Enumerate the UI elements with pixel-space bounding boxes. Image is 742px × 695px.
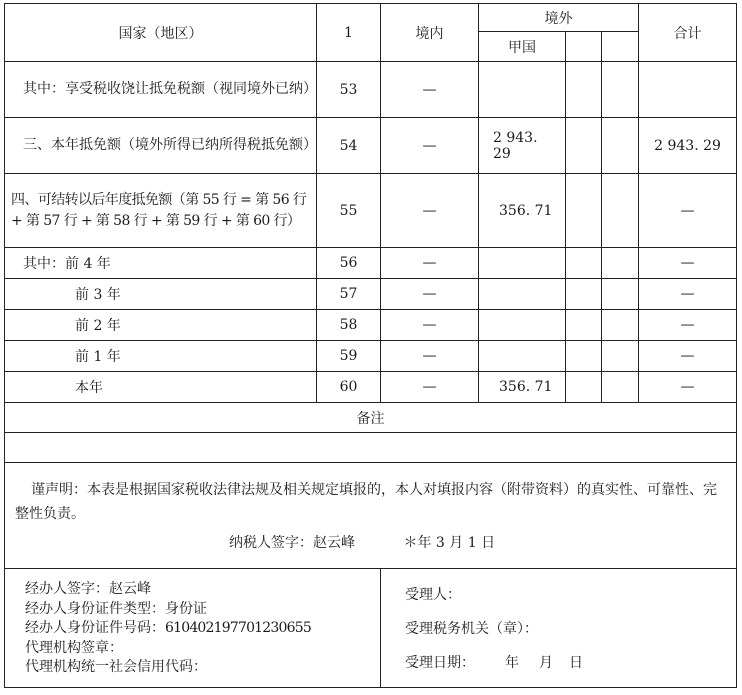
- row-line-number: 59: [317, 341, 381, 372]
- row-blank-cell: [566, 62, 602, 118]
- row-domestic: —: [381, 248, 479, 279]
- declaration-section: [5, 463, 737, 569]
- agent-id-number-value: 610402197701230655: [165, 620, 311, 637]
- row-line-number: 55: [317, 174, 381, 248]
- row-country-a: [479, 248, 566, 279]
- row-line-number: 54: [317, 118, 381, 174]
- row-line-number: 56: [317, 248, 381, 279]
- table-row: [5, 372, 737, 403]
- agent-id-type-label: 经办人身份证件类型：: [25, 600, 165, 617]
- header-overseas: 境外: [479, 4, 639, 32]
- row-blank-cell: [602, 118, 639, 174]
- row-blank-cell: [602, 248, 639, 279]
- row-domestic: —: [381, 341, 479, 372]
- row-label: 前 1 年: [5, 341, 317, 372]
- tax-authority-seal: 受理税务机关（章）：: [405, 621, 538, 637]
- row-domestic: —: [381, 279, 479, 310]
- tax-credit-form-table: [4, 3, 737, 688]
- row-blank-cell: [566, 372, 602, 403]
- row-blank-cell: [566, 310, 602, 341]
- row-blank-cell: [566, 174, 602, 248]
- declaration-text: 谨声明：本表是根据国家税收法律法规及相关规定填报的，本人对填报内容（附带资料）的真实性、可靠性、完整性负责。: [15, 481, 717, 522]
- row-total: —: [639, 174, 737, 248]
- row-country-a: [479, 62, 566, 118]
- remarks-header: 备注: [5, 403, 737, 433]
- agent-section: [5, 569, 381, 688]
- agent-id-type-value: 身份证: [165, 600, 207, 617]
- acceptance-section: [381, 569, 737, 688]
- row-domestic: —: [381, 62, 479, 118]
- row-blank-cell: [602, 372, 639, 403]
- row-blank-cell: [602, 279, 639, 310]
- taxpayer-signature-line: [15, 532, 726, 554]
- agent-id-type: [25, 600, 370, 620]
- table-row: [5, 310, 737, 341]
- row-blank-cell: [602, 174, 639, 248]
- row-country-a: 2 943. 29: [479, 118, 566, 174]
- row-label: 其中：前 4 年: [5, 248, 317, 279]
- row-label: 前 2 年: [5, 310, 317, 341]
- row-domestic: —: [381, 372, 479, 403]
- row-blank-cell: [602, 310, 639, 341]
- row-country-a: [479, 279, 566, 310]
- table-row: [5, 174, 737, 248]
- agency-credit-code: 代理机构统一社会信用代码：: [25, 659, 207, 676]
- acceptance-date-label: 受理日期：: [405, 655, 475, 671]
- row-blank-cell: [602, 62, 639, 118]
- table-row: [5, 248, 737, 279]
- row-domestic: —: [381, 174, 479, 248]
- agency-seal: 代理机构签章：: [25, 639, 123, 656]
- header-country-a: 甲国: [479, 32, 566, 62]
- acceptor: 受理人：: [405, 587, 461, 603]
- row-label: 前 3 年: [5, 279, 317, 310]
- row-line-number: 60: [317, 372, 381, 403]
- row-line-number: 58: [317, 310, 381, 341]
- row-label: 三、本年抵免额（境外所得已纳所得税抵免额）: [5, 118, 317, 174]
- remarks-content: [5, 433, 737, 463]
- row-blank-cell: [602, 341, 639, 372]
- row-total: [639, 62, 737, 118]
- row-total: —: [639, 279, 737, 310]
- header-blank-country-c: [602, 32, 639, 62]
- header-country-region: 国家（地区）: [5, 4, 317, 62]
- row-line-number: 57: [317, 279, 381, 310]
- table-row: [5, 62, 737, 118]
- row-country-a: [479, 310, 566, 341]
- row-country-a: 356. 71: [479, 174, 566, 248]
- acceptance-day: 日: [569, 655, 583, 671]
- acceptance-month: 月: [539, 655, 553, 671]
- agent-signature-value: 赵云峰: [109, 581, 151, 598]
- table-row: [5, 279, 737, 310]
- header-total: 合计: [639, 4, 737, 62]
- acceptance-date: [405, 652, 726, 674]
- acceptance-year: 年: [505, 655, 519, 671]
- row-total: —: [639, 310, 737, 341]
- agent-id-number-label: 经办人身份证件号码：: [25, 620, 165, 637]
- row-country-a: 356. 71: [479, 372, 566, 403]
- table-row: [5, 118, 737, 174]
- row-blank-cell: [566, 248, 602, 279]
- row-blank-cell: [566, 279, 602, 310]
- row-label: 四、可结转以后年度抵免额（第 55 行 = 第 56 行 + 第 57 行 + 第 58 行 + 第 59 行 + 第 60 行）: [5, 174, 317, 248]
- agent-signature-label: 经办人签字：: [25, 581, 109, 598]
- header-blank-country-b: [566, 32, 602, 62]
- header-col-number: 1: [317, 4, 381, 62]
- row-line-number: 53: [317, 62, 381, 118]
- row-domestic: —: [381, 310, 479, 341]
- row-domestic: —: [381, 118, 479, 174]
- taxpayer-signature-label: 纳税人签字：: [229, 534, 313, 551]
- row-total: —: [639, 248, 737, 279]
- row-country-a: [479, 341, 566, 372]
- row-label: 其中：享受税收饶让抵免税额（视同境外已纳）: [5, 62, 317, 118]
- header-domestic: 境内: [381, 4, 479, 62]
- declaration-date: ＊年 3 月 1 日: [403, 534, 496, 551]
- table-row: [5, 341, 737, 372]
- row-total: 2 943. 29: [639, 118, 737, 174]
- row-total: —: [639, 372, 737, 403]
- row-blank-cell: [566, 118, 602, 174]
- row-total: —: [639, 341, 737, 372]
- agent-signature: [25, 580, 370, 600]
- agent-id-number: [25, 619, 370, 639]
- row-label: 本年: [5, 372, 317, 403]
- row-blank-cell: [566, 341, 602, 372]
- taxpayer-signature-value: 赵云峰: [313, 534, 355, 551]
